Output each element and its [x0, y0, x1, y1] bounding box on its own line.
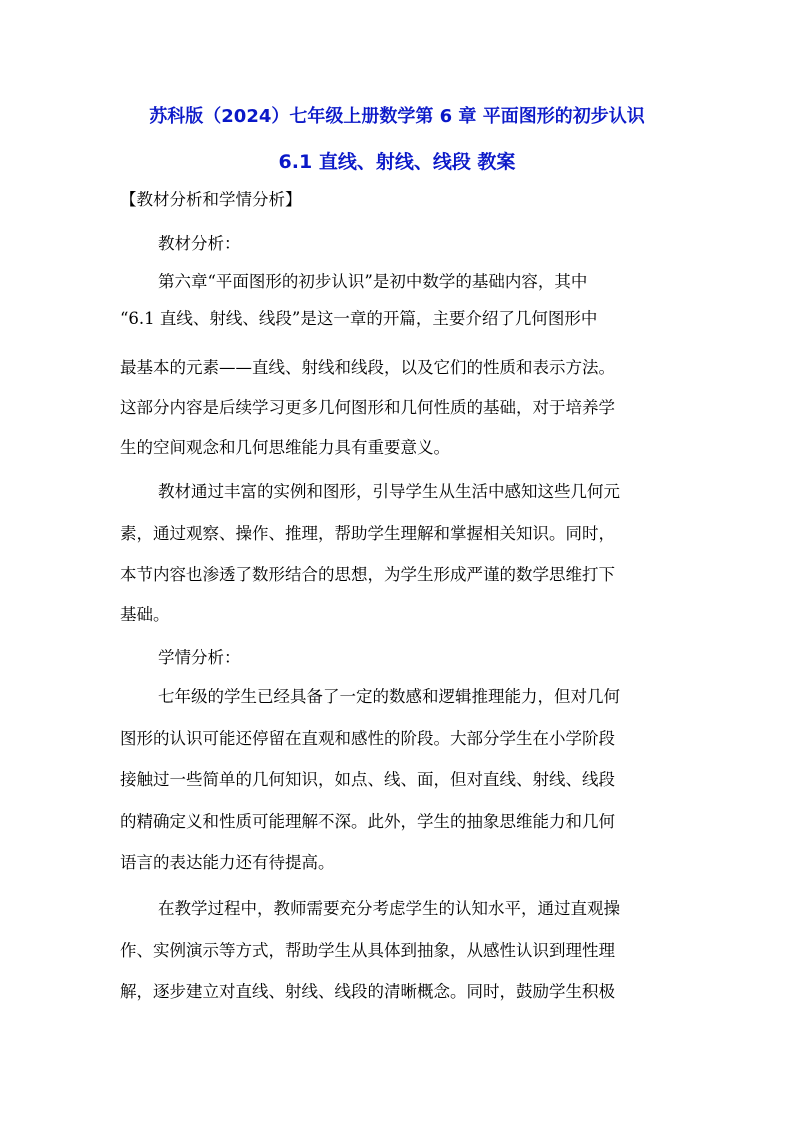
- paragraph-line: 第六章“平面图形的初步认识”是初中数学的基础内容，其中: [158, 272, 588, 291]
- paragraph-line: 本节内容也渗透了数形结合的思想，为学生形成严谨的数学思维打下: [120, 565, 615, 584]
- paragraph-line: 这部分内容是后续学习更多几何图形和几何性质的基础，对于培养学: [120, 398, 615, 417]
- paragraph-line: “6.1 直线、射线、线段”是这一章的开篇，主要介绍了几何图形中: [120, 309, 598, 328]
- subheading-student-analysis: 学情分析：: [158, 648, 241, 667]
- paragraph-line: 最基本的元素——直线、射线和线段，以及它们的性质和表示方法。: [120, 358, 615, 377]
- lesson-title: 6.1 直线、射线、线段 教案: [278, 151, 516, 173]
- paragraph-line: 在教学过程中，教师需要充分考虑学生的认知水平，通过直观操: [158, 899, 620, 918]
- paragraph-line: 语言的表达能力还有待提高。: [120, 853, 335, 872]
- paragraph-line: 七年级的学生已经具备了一定的数感和逻辑推理能力，但对几何: [158, 687, 620, 706]
- paragraph-line: 解，逐步建立对直线、射线、线段的清晰概念。同时，鼓励学生积极: [120, 982, 615, 1001]
- paragraph-line: 生的空间观念和几何思维能力具有重要意义。: [120, 438, 450, 457]
- paragraph-line: 的精确定义和性质可能理解不深。此外，学生的抽象思维能力和几何: [120, 812, 615, 831]
- subheading-textbook-analysis: 教材分析：: [158, 234, 241, 253]
- paragraph-line: 作、实例演示等方式，帮助学生从具体到抽象，从感性认识到理性理: [120, 941, 615, 960]
- paragraph-line: 素，通过观察、操作、推理，帮助学生理解和掌握相关知识。同时，: [120, 524, 615, 543]
- section-heading: 【教材分析和学情分析】: [120, 190, 302, 209]
- document-title: 苏科版（2024）七年级上册数学第 6 章 平面图形的初步认识: [149, 106, 645, 127]
- paragraph-line: 图形的认识可能还停留在直观和感性的阶段。大部分学生在小学阶段: [120, 729, 615, 748]
- paragraph-line: 基础。: [120, 605, 170, 624]
- paragraph-line: 接触过一些简单的几何知识，如点、线、面，但对直线、射线、线段: [120, 770, 615, 789]
- paragraph-line: 教材通过丰富的实例和图形，引导学生从生活中感知这些几何元: [158, 482, 620, 501]
